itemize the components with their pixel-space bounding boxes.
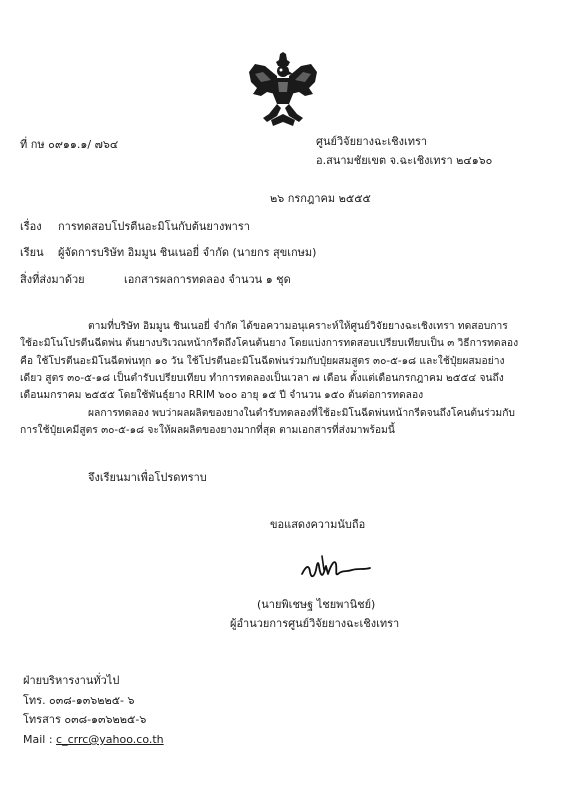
contact-phone: โทร. ๐๓๘-๑๓๖๒๒๕- ๖: [23, 694, 135, 707]
signatory-name: (นายพิเชษฐ ไชยพานิชย์): [257, 598, 376, 611]
body-paragraph-2: [20, 405, 515, 440]
document-number: ที่ กษ ๐๙๑๑.๑/ ๗๖๔: [20, 138, 119, 151]
sender-address: อ.สนามชัยเขต จ.ฉะเชิงเทรา ๒๔๑๖๐: [316, 154, 493, 167]
body-line: ตามที่บริษัท อิมมูน ชินเนอยี่ จำกัด ได้ขอความอนุเคราะห์ให้ศูนย์วิจัยยางฉะเชิงเทรา ทดสอบการ: [88, 320, 508, 332]
enclosure-label: สิ่งที่ส่งมาด้วย: [20, 273, 85, 286]
body-paragraph-1: [20, 318, 518, 404]
body-line: เดือนมกราคม ๒๕๕๕ โดยใช้พันธุ์ยาง RRIM ๖๐๐ อายุ ๑๕ ปี จำนวน ๑๕๐ ต้นต่อการทดลอง: [20, 389, 424, 402]
contact-department: ฝ่ายบริหารงานทั่วไป: [23, 674, 120, 687]
enclosure-text: เอกสารผลการทดลอง จำนวน ๑ ชุด: [124, 273, 291, 286]
body-line: เดียว สูตร ๓๐-๕-๑๘ เป็นตำรับเปรียบเทียบ ทำการทดลองเป็นเวลา ๗ เดือน ตั้งแต่เดือนกรกฎาคม ๒๕๕๔ จนถึง: [20, 371, 504, 384]
recipient-text: ผู้จัดการบริษัท อิมมูน ชินเนอยี่ จำกัด (นายกร สุขเกษม): [58, 246, 317, 259]
closing-line: จึงเรียนมาเพื่อโปรดทราบ: [88, 471, 207, 484]
body-line: การใช้ปุ๋ยเคมีสูตร ๓๐-๕-๑๘ จะให้ผลผลิตของยางมากที่สุด ตามเอกสารที่ส่งมาพร้อมนี้: [20, 424, 395, 437]
body-line: ใช้อะมิโนโปรตีนฉีดพ่น ต้นยางบริเวณหน้ากรีดถึงโคนต้นยาง โดยแบ่งการทดสอบเปรียบเทียบเป็น ๓ วิธีการทดลอง: [20, 337, 519, 350]
handwritten-signature: [300, 552, 372, 584]
subject-text: การทดสอบโปรตีนอะมิโนกับต้นยางพารา: [58, 220, 250, 233]
contact-fax: โทรสาร ๐๓๘-๑๓๖๒๒๕-๖: [23, 713, 147, 726]
contact-mail: [23, 733, 164, 747]
signatory-position: ผู้อำนวยการศูนย์วิจัยยางฉะเชิงเทรา: [230, 617, 400, 630]
mail-label: Mail :: [23, 733, 57, 746]
recipient-label: เรียน: [20, 246, 44, 259]
closing-salutation: ขอแสดงความนับถือ: [270, 518, 366, 531]
sender-org: ศูนย์วิจัยยางฉะเชิงเทรา: [316, 135, 428, 148]
body-line: คือ ใช้โปรตีนอะมิโนฉีดพ่นทุก ๑๐ วัน ใช้โปรตีนอะมิโนฉีดพ่นร่วมกับปุ๋ยผสมสูตร ๓๐-๕-๑๘ และใช้ปุ๋ยผสมอย่าง: [20, 354, 505, 367]
subject-label: เรื่อง: [20, 220, 42, 233]
body-line: ผลการทดลอง พบว่าผลผลิตของยางในตำรับทดลองที่ใช้อะมิโนฉีดพ่นหน้ากรีดจนถึงโคนต้นร่วมกับ: [88, 407, 515, 419]
garuda-emblem-icon: [247, 52, 319, 128]
email-link[interactable]: c_crrc@yahoo.co.th: [56, 733, 164, 746]
letter-date: ๒๖ กรกฎาคม ๒๕๕๕: [270, 192, 371, 205]
